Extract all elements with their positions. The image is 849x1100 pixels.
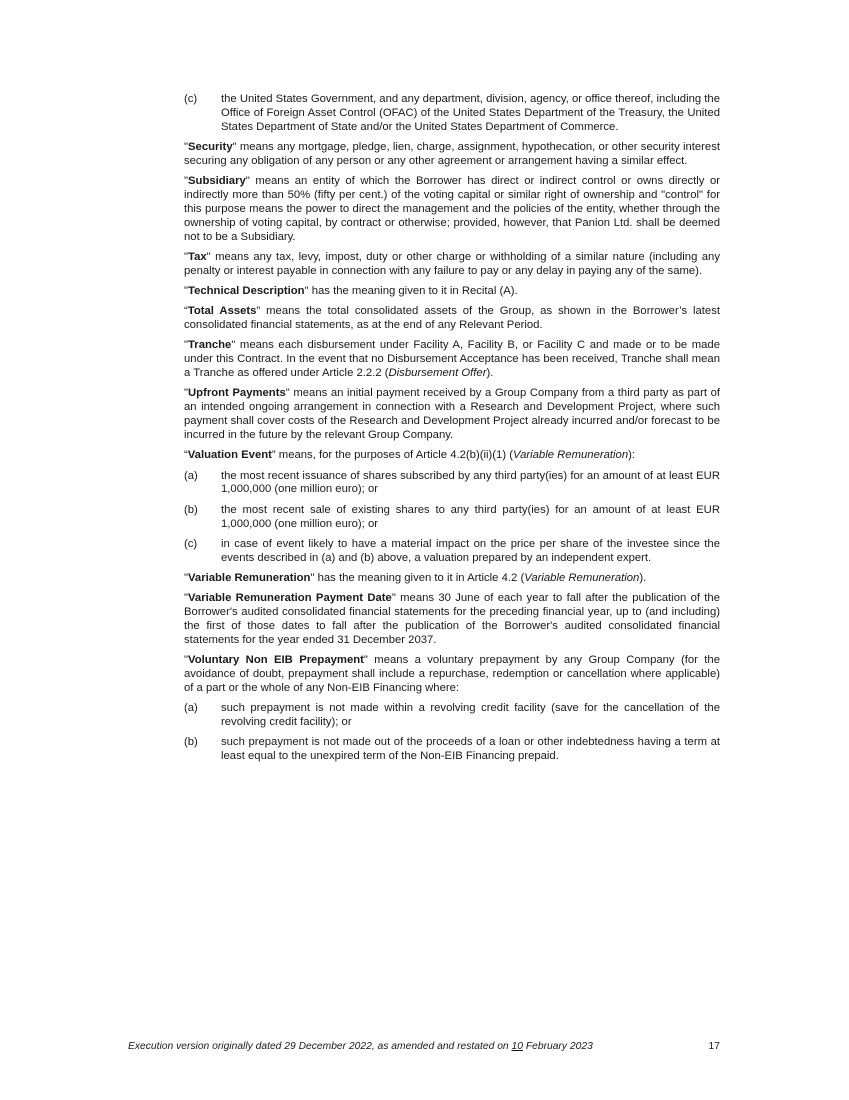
definition-text: means any tax, levy, impost, duty or other charge or withholding of a similar nature (including any penalty or interest payable in connection with any failure to pay or any delay in paying any of the same). bbox=[184, 250, 720, 277]
list-item bbox=[184, 702, 720, 730]
close-quote: " bbox=[391, 592, 396, 605]
definition-text-end: ). bbox=[486, 367, 494, 380]
open-quote: " bbox=[184, 387, 189, 400]
defined-term: Valuation Event bbox=[187, 449, 272, 462]
defined-term: Variable Remuneration Payment Date bbox=[188, 592, 392, 605]
defined-term: Technical Description bbox=[188, 285, 305, 298]
definition-paragraph bbox=[184, 339, 720, 381]
definition-text: means, for the purposes of Article 4.2(b)(ii)(1) ( bbox=[275, 449, 513, 462]
definition-text: means any mortgage, pledge, lien, charge, assignment, hypothecation, or other security interest securing any obligation of any person or any other agreement or arrangement having a similar effect. bbox=[184, 141, 720, 167]
list-item-label: (a) bbox=[184, 701, 198, 714]
defined-term: Variable Remuneration bbox=[188, 571, 311, 584]
cross-reference: Disbursement Offer bbox=[388, 367, 487, 380]
definition-text: means each disbursement under Facility A, Facility B, or Facility C and made or to be made under this Contract. In the event that no Disbursement Acceptance has been received, Tranche shall mean a Tranche as offered under Article 2.2.2 ( bbox=[184, 339, 720, 380]
page-number: 17 bbox=[708, 1041, 720, 1052]
close-quote: " bbox=[285, 387, 290, 400]
definition-text: has the meaning given to it in Article 4.2 ( bbox=[314, 571, 525, 584]
definition-paragraph bbox=[184, 141, 720, 169]
list-item-text: such prepayment is not made out of the proceeds of a loan or other indebtedness having a term at least equal to the unexpired term of the Non-EIB Financing prepaid. bbox=[221, 736, 720, 762]
close-quote: " bbox=[231, 339, 236, 352]
definition-text: means an entity of which the Borrower has direct or indirect control or owns directly or indirectly more than 50% (fifty per cent.) of the voting capital or similar right of ownership and "control" for this purpose means the power to direct the management and the policies of the entity, whether through the ownership of voting capital, by contract or otherwise; provided, however, that Panion Ltd. shall be deemed not to be a Subsidiary. bbox=[184, 175, 720, 243]
open-quote: " bbox=[184, 571, 189, 584]
definition-text: means a voluntary prepayment by any Group Company (for the avoidance of doubt, prepayment shall include a repurchase, redemption or cancellation where applicable) of a part or the whole of any Non-EIB Financing where: bbox=[184, 653, 720, 694]
definition-paragraph bbox=[184, 251, 720, 279]
defined-term: Security bbox=[188, 141, 233, 154]
list-item-text: in case of event likely to have a material impact on the price per share of the investee since the events described in (a) and (b) above, a valuation prepared by an independent expert. bbox=[221, 537, 720, 564]
document-body bbox=[184, 93, 720, 770]
defined-term: Total Assets bbox=[187, 305, 257, 318]
list-item bbox=[184, 538, 720, 566]
definition-paragraph bbox=[184, 285, 720, 299]
definition-text: means 30 June of each year to fall after the publication of the Borrower's audited consolidated financial statements for the preceding financial year, up to (and including) the first of those dates to fall after the publication of the Borrower's audited consolidated financial statements for the year ended 31 December 2037. bbox=[184, 592, 721, 646]
open-quote: " bbox=[184, 653, 189, 666]
definition-text-end: ): bbox=[628, 449, 636, 462]
open-quote: " bbox=[184, 141, 189, 154]
open-quote: “ bbox=[184, 305, 188, 318]
list-item-text: the most recent sale of existing shares to any third party(ies) for an amount of at least EUR 1,000,000 (one million euro); or bbox=[221, 503, 720, 530]
definition-paragraph bbox=[184, 387, 720, 443]
close-quote: " bbox=[245, 175, 250, 188]
footer-text-before: Execution version originally dated 29 December 2022, as amended and restated on bbox=[128, 1041, 512, 1052]
defined-term: Voluntary Non EIB Prepayment bbox=[188, 653, 364, 666]
definition-text: means the total consolidated assets of the Group, as shown in the Borrower’s latest consolidated financial statements, as at the end of any Relevant Period. bbox=[184, 305, 721, 332]
list-item-label: (a) bbox=[184, 469, 198, 482]
footer-date-day: 10 bbox=[511, 1041, 523, 1052]
list-item bbox=[184, 93, 720, 135]
close-quote: ” bbox=[256, 305, 261, 318]
list-item-label: (b) bbox=[184, 503, 198, 516]
defined-term: Subsidiary bbox=[188, 175, 246, 188]
list-item-label: (c) bbox=[184, 93, 198, 105]
close-quote: " bbox=[310, 571, 315, 584]
open-quote: " bbox=[184, 250, 189, 263]
definition-paragraph bbox=[184, 449, 720, 463]
defined-term: Upfront Payments bbox=[188, 387, 286, 400]
definition-paragraph bbox=[184, 175, 720, 245]
cross-reference: Variable Remuneration bbox=[512, 449, 629, 462]
page-footer bbox=[128, 1041, 720, 1052]
open-quote: " bbox=[184, 592, 189, 605]
definition-text: has the meaning given to it in Recital (A). bbox=[308, 285, 518, 298]
open-quote: " bbox=[184, 339, 189, 352]
definition-paragraph bbox=[184, 572, 720, 586]
definition-text: means an initial payment received by a Group Company from a third party as part of an intended ongoing arrangement in connection with a Research and Development Project, where such payment shall cover costs of the Research and Development Project already incurred and/or forecast to be incurred in the future by the relevant Group Company. bbox=[184, 387, 720, 442]
list-item-text: the United States Government, and any department, division, agency, or office thereof, including the Office of Foreign Asset Control (OFAC) of the United States Department of the Treasury, the United States Department of State and/or the United States Department of Commerce. bbox=[221, 93, 720, 133]
list-item-label: (c) bbox=[184, 537, 198, 550]
close-quote: ” bbox=[271, 449, 276, 462]
list-item-text: such prepayment is not made within a revolving credit facility (save for the cancellation of the revolving credit facility); or bbox=[221, 701, 720, 728]
close-quote: " bbox=[206, 250, 211, 263]
footer-text-after: February 2023 bbox=[522, 1041, 593, 1052]
open-quote: " bbox=[184, 175, 189, 188]
list-item-text: the most recent issuance of shares subscribed by any third party(ies) for an amount of at least EUR 1,000,000 (one million euro); or bbox=[221, 469, 720, 496]
defined-term: Tax bbox=[188, 250, 207, 263]
definition-paragraph bbox=[184, 305, 720, 333]
definition-text-end: ). bbox=[639, 571, 647, 584]
list-item bbox=[184, 470, 720, 498]
open-quote: " bbox=[184, 285, 189, 298]
close-quote: " bbox=[363, 653, 368, 666]
list-item bbox=[184, 736, 720, 764]
definition-paragraph bbox=[184, 592, 720, 648]
defined-term: Tranche bbox=[188, 339, 232, 352]
cross-reference: Variable Remuneration bbox=[524, 571, 640, 584]
definition-paragraph bbox=[184, 654, 720, 696]
close-quote: " bbox=[232, 141, 237, 154]
list-item bbox=[184, 504, 720, 532]
close-quote: " bbox=[304, 285, 309, 298]
list-item-label: (b) bbox=[184, 736, 198, 749]
open-quote: “ bbox=[184, 449, 188, 462]
